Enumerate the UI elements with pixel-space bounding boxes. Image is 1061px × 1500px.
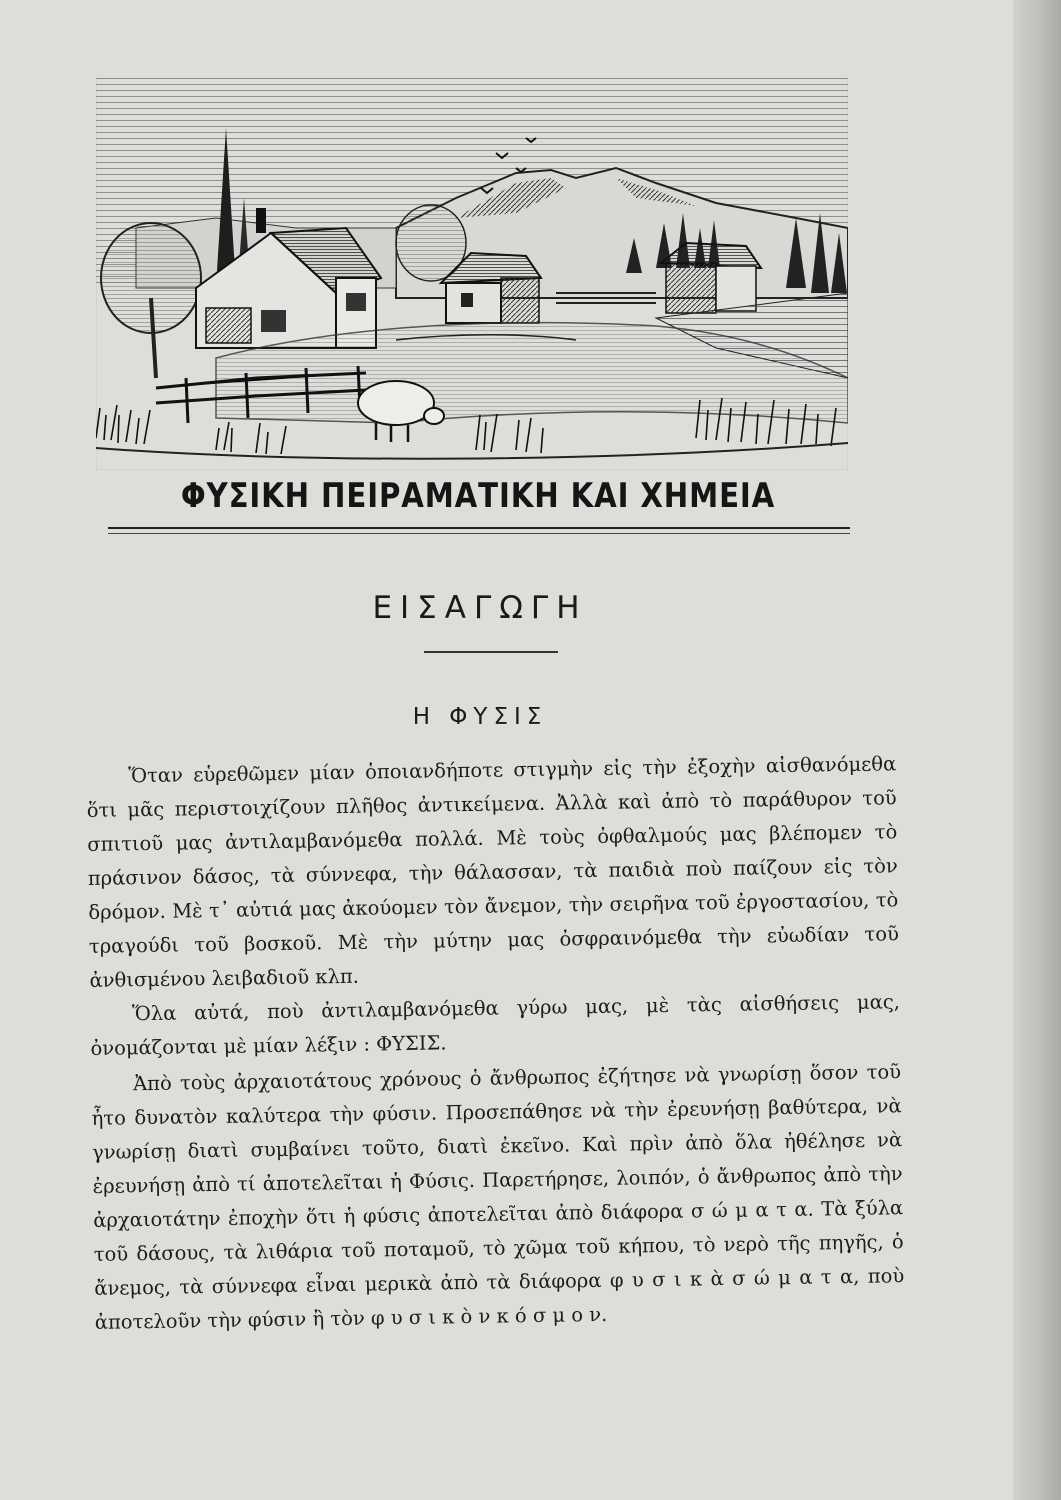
landscape-illustration [96,78,848,470]
chapter-title: ΕΙΣΑΓΩΓΗ [372,590,588,626]
paragraph: Ὅλα αὐτά, ποὺ ἀντιλαμβανόμεθα γύρω μας, μὲ τὰς αἰσθήσεις μας, ὀνομάζονται μὲ μίαν λέξιν : ΦΥΣΙΣ. [90,990,901,1060]
body-text [86,747,905,1340]
title-underline [108,527,850,529]
section-title: Η ΦΥΣΙΣ [412,704,548,730]
page-edge [1013,0,1061,1500]
book-title: ΦΥΣΙΚΗ ΠΕΙΡΑΜΑΤΙΚΗ ΚΑΙ ΧΗΜΕΙΑ [180,476,776,516]
title-underline-thin [108,533,850,534]
paragraph: Ἀπὸ τοὺς ἀρχαιοτάτους χρόνους ὁ ἄνθρωπος ἐζήτησε νὰ γνωρίσῃ ὅσον τοῦ ἦτο δυνατὸν καλύτερα τὴν φύσιν. Προσεπάθησε νὰ τὴν ἐρευνήσῃ βαθύτερα, νὰ γνωρίσῃ διατὶ συμβαίνει τοῦτο, διατὶ ἐκεῖνο. Καὶ πρὶν ἀπὸ ὅλα ἠθέλησε νὰ ἐρευνήσῃ ἀπὸ τί ἀποτελεῖται ἡ Φύσις. Παρετήρησε, λοιπόν, ὁ ἄνθρωπος ἀπὸ τὴν ἀρχαιοτάτην ἐποχὴν ὅτι ἡ φύσις ἀποτελεῖται ἀπὸ διάφορα σ ώ μ α τ α. Τὰ ξύλα τοῦ δάσους, τὰ λιθάρια τοῦ ποταμοῦ, τὸ χῶμα τοῦ κήπου, τὸ νερὸ τῆς πηγῆς, ὁ ἄνεμος, τὰ σύννεφα εἶναι μερικὰ ἀπὸ τὰ διάφορα φ υ σ ι κ ὰ σ ώ μ α τ α, ποὺ ἀποτελοῦν τὴν φύσιν ἢ τὸν φ υ σ ι κ ὸ ν κ ό σ μ ο ν. [91,1060,905,1334]
chapter-divider [424,651,558,653]
house-right [661,243,761,313]
paragraph: Ὅταν εὑρεθῶμεν μίαν ὁποιανδήποτε στιγμὴν εἰς τὴν ἐξοχὴν αἰσθανόμεθα ὅτι μᾶς περιστοιχίζουν πλῆθος ἀντικείμενα. Ἀλλὰ καὶ ἀπὸ τὸ παράθυρον τοῦ σπιτιοῦ μας ἀντιλαμβανόμεθα πολλά. Μὲ τοὺς ὀφθαλμούς μας βλέπομεν τὸ πράσινον δάσος, τὰ σύννεφα, τὴν θάλασσαν, τὰ παιδιὰ ποὺ παίζουν εἰς τὸν δρόμον. Μὲ τ᾽ αὐτιά μας ἀκούομεν τὸν ἄνεμον, τὴν σειρῆνα τοῦ ἐργοστασίου, τὸ τραγούδι τοῦ βοσκοῦ. Μὲ τὴν μύτην μας ὀσφραινόμεθα τὴν εὐωδίαν τοῦ ἀνθισμένου λειβαδιοῦ κλπ. [86,752,900,992]
